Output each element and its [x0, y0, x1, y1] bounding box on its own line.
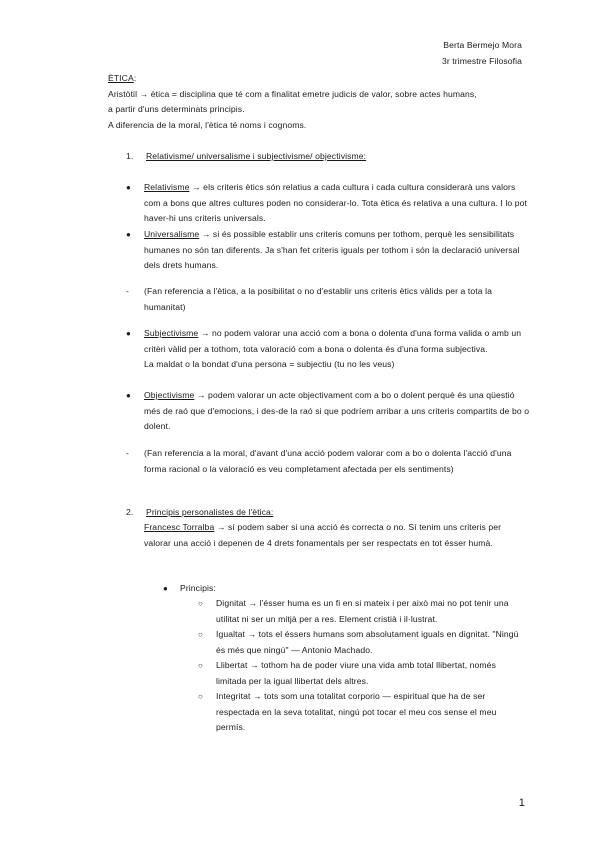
subjectivisme-extra: La maldat o la bondat d'una persona = subjectiu (tu no les veus) — [144, 359, 395, 369]
subjectivisme-item — [144, 326, 530, 373]
section-1-title: Relativisme/ universalisme i subjectivisme/ objectivisme: — [146, 151, 367, 161]
objectivisme-item — [144, 388, 530, 435]
page-header — [442, 38, 522, 69]
bullet-icon: ● — [126, 183, 131, 192]
principi-igualtat: Igualtat → tots el éssers humans som absolutament iguals en dignitat. "Ningú és més que ningú" — Antonio Machado. — [216, 629, 519, 655]
subjectivisme-text: → no podem valorar una acció com a bona o dolenta d'una forma valida o amb un critèri vàlid per a tothom, tota valoració com a bona o dolenta és d'una forma subjectiva. — [144, 328, 522, 354]
note-1: (Fan referencia a l'ètica, a la posibilitat o no d'establir uns criteris ètics vàlids per a tota la humanitat) — [144, 286, 493, 312]
dash-icon: - — [126, 448, 129, 458]
torralba-name: Francesc Torralba — [144, 522, 215, 532]
intro-definition: Aristòtil → ètica = disciplina que té com a finalitat emetre judicis de valor, sobre actes humans, — [108, 88, 477, 99]
circle-bullet-icon: ○ — [198, 692, 203, 701]
intro-definition-cont: a partir d'uns determinats principis. — [108, 104, 245, 114]
principi-dignitat: Dignitat → l'ésser huma es un fi en si mateix i per això mai no pot tenir una utilitat ni ser un mitjà per a res. Element cristià i il·lustrat. — [216, 598, 509, 624]
universalisme-text: → si és possible establir uns criteris comuns per tothom, perquè les sensibilitats humanes no són tan diferents. Ja s'han fet criteris iguals per tothom i són la declaració universal dels drets humans. — [144, 229, 520, 270]
intro-difference: A diferencia de la moral, l'ètica té noms i cognoms. — [108, 119, 307, 130]
page-number: 1 — [518, 797, 525, 809]
bullet-icon: ● — [163, 584, 168, 593]
circle-bullet-icon: ○ — [198, 630, 203, 639]
note-2: (Fan referencia a la moral, d'avant d'una acció podem valorar com a bo o dolenta l'acció d'una forma racional o la valoració es veu completament afectada per els sentiments) — [144, 448, 512, 474]
bullet-icon: ● — [126, 391, 131, 400]
principis-label: Principis: — [180, 583, 216, 593]
torralba-text: → sí podem saber si una acció és correcta o no. Sí tenim uns criteris per valorar una acció i depenen de 4 drets fonamentals per ser respectats en tot ésser humà. — [144, 522, 502, 548]
bullet-icon: ● — [126, 230, 131, 239]
circle-bullet-icon: ○ — [198, 661, 203, 670]
principi-llibertat: Llibertat → tothom ha de poder viure una vida amb total llibertat, només limitada per la igual llibertat dels altres. — [216, 660, 496, 686]
author-name: Berta Bermejo Mora — [443, 40, 522, 50]
bullet-icon: ● — [126, 329, 131, 338]
relativisme-item — [144, 180, 530, 227]
universalisme-item — [144, 227, 530, 274]
universalisme-term: Universalisme — [144, 229, 200, 239]
section-2-number: 2. — [126, 507, 134, 517]
intro-title-colon: : — [133, 73, 137, 83]
intro-section — [108, 71, 528, 133]
objectivisme-term: Objectivisme — [144, 390, 195, 400]
section-1-number: 1. — [126, 151, 134, 161]
principi-integritat: Integritat → tots som una totalitat corporio — espiritual que ha de ser respectada en la seva totalitat, ningú pot tocar el meu cos sense el meu permís. — [216, 691, 497, 732]
intro-title: ÈTICA — [108, 73, 134, 83]
relativisme-term: Relativisme — [144, 182, 190, 192]
course-label: 3r trimestre Filosofia — [441, 55, 522, 66]
relativisme-text: → els criteris ètics són relatius a cada cultura i cada cultura considerarà uns valors com a bons que altres cultures poden no considerar-lo. Tota ètica és relativa a una cultura. I lo pot haver-hi uns criteris universals. — [144, 182, 528, 223]
objectivisme-text: → podem valorar un acte objectivament com a bo o dolent perquè és una qüestió més de raó que d'emocions, i des-de la raó si que podríem arribar a uns criteris compartits de bo o dolent. — [144, 390, 530, 431]
circle-bullet-icon: ○ — [198, 599, 203, 608]
subjectivisme-term: Subjectivisme — [144, 328, 199, 338]
dash-icon: - — [126, 286, 129, 296]
section-2-title: Principis personalistes de l'ètica: — [146, 507, 274, 517]
torralba-paragraph — [144, 520, 530, 551]
